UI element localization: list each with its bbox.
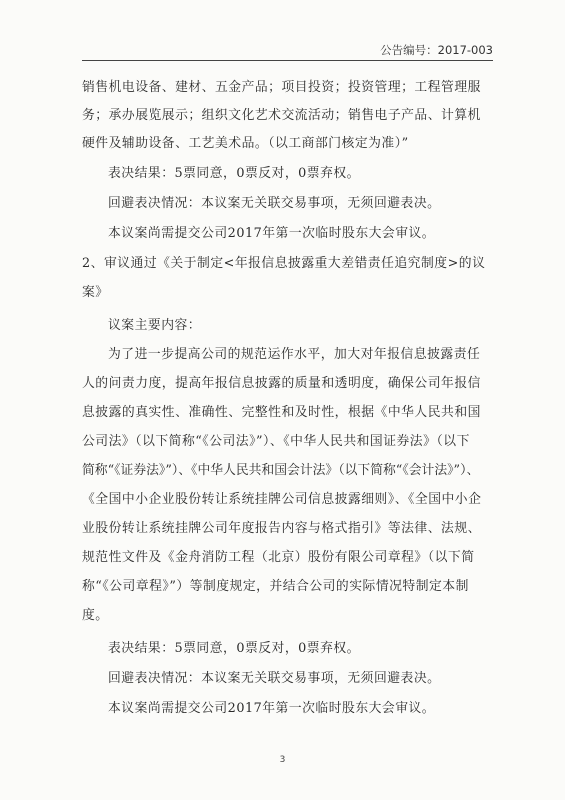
body-paragraph-line: 为了进一步提高公司的规范运作水平，加大对年报信息披露责任 [108, 347, 481, 362]
body-paragraph-line: 《全国中小企业股份转让系统挂牌公司信息披露细则》、《全国中小企 [82, 492, 482, 507]
submission-note: 本议案尚需提交公司2017年第一次临时股东大会审议。 [108, 226, 436, 241]
vote-result: 表决结果：5票同意，0票反对，0票弃权。 [108, 166, 360, 181]
body-paragraph-line: 公司法》（以下简称“《公司法》”）、《中华人民共和国证券法》（以下 [82, 434, 470, 449]
body-paragraph-line: 称“《公司章程》”）等制度规定，并结合公司的实际情况特制定本制 [82, 579, 469, 594]
page-number: 3 [279, 755, 286, 765]
body-paragraph-line: 人的问责力度，提高年报信息披露的质量和透明度，确保公司年报信 [82, 376, 481, 391]
announcement-number: 公告编号：2017-003 [380, 43, 493, 57]
body-paragraph-line: 业股份转让系统挂牌公司年度报告内容与格式指引》等法律、法规、 [82, 521, 481, 536]
business-scope-line-2: 务；承办展览展示；组织文化艺术交流活动；销售电子产品、计算机 [82, 108, 481, 123]
header-divider [82, 60, 493, 61]
recusal-status: 回避表决情况：本议案无关联交易事项，无须回避表决。 [108, 671, 441, 686]
resolution-2-title: 2、审议通过《关于制定<年报信息披露重大差错责任追究制度>的议 [82, 256, 486, 271]
resolution-2-title-cont: 案》 [82, 285, 109, 300]
main-content-heading: 议案主要内容： [108, 318, 202, 333]
business-scope-line-3: 硬件及辅助设备、工艺美术品。（以工商部门核定为准）” [82, 136, 409, 151]
vote-result: 表决结果：5票同意，0票反对，0票弃权。 [108, 641, 360, 656]
recusal-status: 回避表决情况：本议案无关联交易事项，无须回避表决。 [108, 196, 441, 211]
body-paragraph-line: 息披露的真实性、准确性、完整性和及时性，根据《中华人民共和国 [82, 405, 481, 420]
body-paragraph-line: 简称“《证券法》”）、《中华人民共和国会计法》（以下简称“《会计法》”）、 [82, 463, 480, 478]
body-paragraph-line: 规范性文件及《金舟消防工程（北京）股份有限公司章程》（以下简 [82, 550, 475, 565]
body-paragraph-line: 度。 [82, 608, 109, 623]
submission-note: 本议案尚需提交公司2017年第一次临时股东大会审议。 [108, 701, 436, 716]
business-scope-line-1: 销售机电设备、建材、五金产品；项目投资；投资管理；工程管理服 [82, 80, 481, 95]
page-header [0, 36, 565, 60]
